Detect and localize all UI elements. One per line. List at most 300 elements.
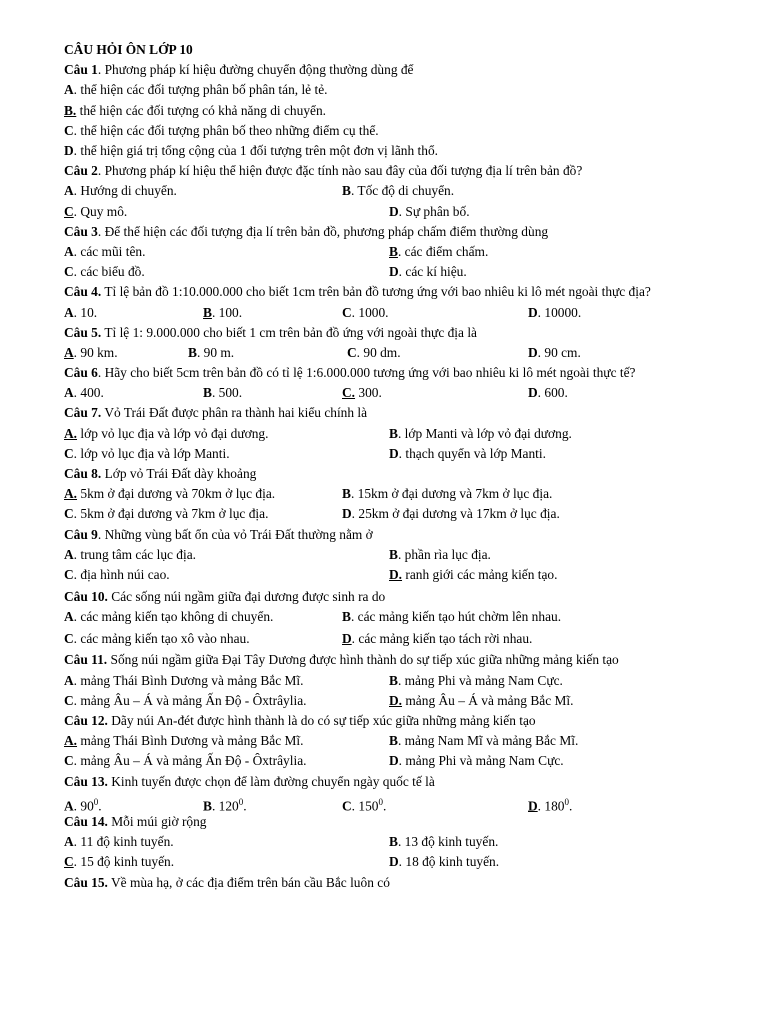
- answer-option[interactable]: [389, 565, 557, 585]
- question-text: Tỉ lệ 1: 9.000.000 cho biết 1 cm trên bản đồ ứng với ngoài thực địa là: [104, 324, 477, 340]
- answer-row: [64, 444, 709, 464]
- question-text: Tỉ lệ bản đồ 1:10.000.000 cho biết 1cm trên bản đồ tương ứng với bao nhiêu ki lô mét ngoài thực địa?: [104, 284, 651, 300]
- question-stem: [64, 222, 709, 242]
- answer-option[interactable]: [528, 383, 568, 403]
- option-letter: B: [342, 486, 351, 502]
- answer-option[interactable]: [342, 607, 561, 627]
- page-title: CÂU HỎI ÔN LỚP 10: [64, 42, 193, 57]
- answer-option[interactable]: [389, 262, 467, 282]
- option-separator: .: [398, 203, 406, 219]
- option-separator: .: [351, 798, 359, 814]
- question-text: Phương pháp kí hiệu thể hiện được đặc tính nào sau đây của đối tượng địa lí trên bản đồ?: [104, 163, 583, 179]
- question-stem: [64, 161, 709, 181]
- option-letter: B: [203, 385, 212, 401]
- answer-option[interactable]: [64, 121, 379, 141]
- option-letter: D: [389, 203, 399, 219]
- answer-row: [64, 343, 709, 363]
- question-stem: [64, 525, 709, 545]
- option-separator: .: [397, 672, 405, 688]
- option-letter: B: [389, 243, 398, 259]
- option-letter: B.: [64, 102, 77, 118]
- option-separator: .: [73, 142, 81, 158]
- option-text: mảng Thái Bình Dương và mảng Bắc Mĩ.: [80, 733, 304, 749]
- option-text: các mũi tên.: [80, 243, 146, 259]
- question-number: Câu 6: [64, 365, 98, 381]
- option-text: ranh giới các mảng kiến tạo.: [405, 567, 558, 583]
- option-separator: .: [73, 445, 81, 461]
- option-separator: .: [397, 733, 405, 749]
- option-separator: .: [350, 609, 358, 625]
- option-letter: C: [64, 753, 74, 769]
- option-text: 90: [80, 798, 94, 814]
- option-text: 25km ở đại dương và 17km ở lục địa.: [358, 506, 560, 522]
- option-text: 15km ở đại dương và 7km ở lục địa.: [357, 486, 553, 502]
- answer-option[interactable]: [64, 202, 127, 222]
- answer-row: [64, 424, 709, 444]
- option-text: 90 m.: [203, 344, 235, 360]
- option-letter: D: [389, 753, 399, 769]
- question-number: Câu 3: [64, 223, 98, 239]
- option-text: các mảng kiến tạo không di chuyển.: [80, 609, 274, 625]
- option-letter: C: [64, 506, 74, 522]
- option-text: 11 độ kinh tuyến.: [80, 834, 174, 850]
- option-text: các biểu đồ.: [80, 264, 145, 280]
- answer-option[interactable]: [389, 424, 572, 444]
- answer-option[interactable]: [389, 242, 488, 262]
- answer-option[interactable]: [342, 629, 532, 649]
- answer-option[interactable]: [64, 101, 326, 121]
- answer-option[interactable]: [342, 303, 389, 323]
- question-number: Câu 12.: [64, 713, 108, 728]
- option-text: 100.: [218, 304, 243, 320]
- question-number: Câu 9: [64, 526, 98, 542]
- option-text: 5km ở đại dương và 7km ở lục địa.: [80, 506, 269, 522]
- answer-option[interactable]: [64, 444, 230, 464]
- question-text: Để thể hiện các đối tượng địa lí trên bản đồ, phương pháp chấm điểm thường dùng: [104, 223, 549, 239]
- option-text: mảng Âu – Á và mảng Ấn Độ - Ôxtrâylia.: [80, 753, 307, 769]
- question-stem: [64, 60, 709, 80]
- question-stem: [64, 323, 709, 343]
- answer-row: [64, 607, 709, 629]
- option-separator: .: [73, 122, 81, 138]
- question-number: Câu 14.: [64, 813, 108, 829]
- answer-option[interactable]: [528, 343, 581, 363]
- answer-row: [64, 181, 709, 201]
- option-separator: .: [397, 425, 405, 441]
- option-text: phần rìa lục địa.: [404, 546, 491, 562]
- answer-row: [64, 731, 709, 751]
- answer-option[interactable]: [64, 565, 170, 585]
- option-letter: A: [64, 798, 74, 814]
- question-stem: [64, 403, 709, 423]
- option-separator: .: [211, 304, 219, 320]
- option-text: 10.: [80, 304, 98, 320]
- option-letter: C: [64, 264, 74, 280]
- option-separator: .: [537, 798, 545, 814]
- answer-option[interactable]: [389, 852, 499, 872]
- answer-option[interactable]: [389, 545, 491, 565]
- answer-option[interactable]: [64, 141, 438, 161]
- option-separator: .: [73, 183, 81, 199]
- answer-option[interactable]: [64, 484, 275, 504]
- answer-option[interactable]: [389, 691, 574, 711]
- option-text: lớp Manti và lớp vỏ đại dương.: [404, 425, 572, 441]
- degree-superscript: 0: [238, 796, 244, 807]
- answer-row: [64, 242, 709, 262]
- question-text: Dãy núi An-đét được hình thành là do có sự tiếp xúc giữa những mảng kiến tạo: [111, 713, 536, 728]
- option-separator: .: [350, 486, 358, 502]
- option-letter: C: [64, 854, 74, 870]
- question-number: Câu 11.: [64, 652, 108, 668]
- answer-row: [64, 852, 709, 872]
- answer-row: [64, 303, 709, 323]
- option-text: các điểm chấm.: [404, 243, 489, 259]
- option-text: 90 km.: [80, 344, 118, 360]
- answer-row: [64, 121, 709, 141]
- option-separator: .: [73, 798, 81, 814]
- answer-option[interactable]: [64, 424, 268, 444]
- answer-row: [64, 629, 709, 651]
- option-separator: .: [73, 609, 81, 625]
- answer-option[interactable]: [203, 383, 242, 403]
- question-separator: .: [97, 526, 105, 542]
- option-separator: .: [350, 183, 358, 199]
- option-letter: A.: [64, 486, 78, 502]
- option-separator: .: [398, 854, 406, 870]
- option-letter: B: [389, 425, 398, 441]
- answer-option[interactable]: [64, 852, 174, 872]
- answer-option[interactable]: [389, 751, 564, 771]
- option-text: Hướng di chuyển.: [80, 183, 177, 199]
- option-text: Quy mô.: [80, 203, 128, 219]
- option-separator: .: [73, 672, 81, 688]
- option-separator: .: [356, 344, 364, 360]
- option-text: các mảng kiến tạo tách rời nhau.: [358, 630, 533, 646]
- option-letter: C: [64, 630, 74, 646]
- option-letter: B: [389, 672, 398, 688]
- answer-option[interactable]: [389, 731, 578, 751]
- option-text: thể hiện các đối tượng phân bố phân tán, lẻ tẻ.: [80, 82, 328, 98]
- option-letter: A: [64, 183, 74, 199]
- option-letter: B: [389, 546, 398, 562]
- answer-option[interactable]: [342, 504, 560, 524]
- option-separator: .: [398, 264, 406, 280]
- option-text: 300.: [358, 385, 382, 401]
- option-separator: .: [211, 798, 219, 814]
- option-text: các mảng kiến tạo hút chờm lên nhau.: [357, 609, 562, 625]
- option-separator: .: [397, 243, 405, 259]
- option-separator: .: [211, 385, 219, 401]
- option-text: mảng Thái Bình Dương và mảng Bắc Mĩ.: [80, 672, 304, 688]
- question-stem: [64, 772, 709, 792]
- question-stem: [64, 711, 709, 731]
- option-tail: .: [98, 798, 102, 814]
- option-letter: C: [342, 798, 352, 814]
- option-separator: .: [537, 304, 545, 320]
- answer-row: [64, 691, 709, 711]
- answer-option[interactable]: [528, 792, 572, 817]
- option-text: 90 cm.: [544, 344, 581, 360]
- option-text: các kí hiệu.: [405, 264, 467, 280]
- answer-row: [64, 751, 709, 771]
- degree-superscript: 0: [564, 796, 569, 807]
- option-letter: A: [64, 385, 74, 401]
- answer-option[interactable]: [342, 484, 552, 504]
- option-text: mảng Phi và mảng Nam Cực.: [404, 672, 563, 688]
- option-text: mảng Phi và mảng Nam Cực.: [405, 753, 564, 769]
- option-text: 400.: [80, 385, 104, 401]
- answer-option[interactable]: [203, 792, 247, 817]
- answer-option[interactable]: [389, 202, 470, 222]
- question-number: Câu 15.: [64, 874, 108, 890]
- option-text: các mảng kiến tạo xô vào nhau.: [80, 630, 250, 646]
- option-text: 600.: [544, 385, 568, 401]
- option-text: thể hiện các đối tượng phân bố theo những điểm cụ thể.: [80, 122, 379, 138]
- option-letter: D: [342, 630, 352, 646]
- question-stem: [64, 587, 709, 607]
- answer-row: [64, 545, 709, 565]
- question-stem: [64, 812, 709, 832]
- answer-option[interactable]: [64, 242, 145, 262]
- answer-row: [64, 101, 709, 121]
- option-separator: .: [397, 546, 405, 562]
- answer-row: [64, 262, 709, 282]
- option-text: lớp vỏ lục địa và lớp Manti.: [80, 445, 230, 461]
- option-letter: C: [64, 203, 74, 219]
- option-text: 5km ở đại dương và 70km ở lục địa.: [80, 486, 276, 502]
- answer-option[interactable]: [64, 751, 306, 771]
- option-separator: .: [398, 445, 406, 461]
- option-letter: D: [389, 854, 399, 870]
- option-letter: A: [64, 546, 74, 562]
- question-text: Sống núi ngầm giữa Đại Tây Dương được hình thành do sự tiếp xúc giữa những mảng kiến tạo: [110, 652, 619, 668]
- option-letter: A: [64, 304, 74, 320]
- degree-superscript: 0: [93, 796, 99, 807]
- degree-superscript: 0: [378, 796, 383, 807]
- option-letter: D.: [389, 567, 403, 583]
- option-letter: D: [528, 304, 538, 320]
- option-letter: D.: [389, 692, 403, 708]
- option-letter: C.: [342, 385, 356, 401]
- question-stem: [64, 363, 709, 383]
- option-letter: C: [64, 445, 74, 461]
- option-separator: .: [196, 344, 204, 360]
- option-text: 180: [544, 798, 565, 814]
- question-text: Hãy cho biết 5cm trên bản đồ có tỉ lệ 1:6.000.000 tương ứng với bao nhiêu ki lô mét ngoài thực tế?: [104, 365, 636, 381]
- option-text: 10000.: [544, 304, 582, 320]
- option-separator: .: [73, 344, 81, 360]
- option-letter: B: [389, 733, 398, 749]
- answer-row: [64, 565, 709, 585]
- option-text: thể hiện giá trị tổng cộng của 1 đối tượng trên một đơn vị lãnh thổ.: [80, 142, 438, 158]
- option-separator: .: [398, 753, 406, 769]
- option-text: 1000.: [358, 304, 389, 320]
- answer-option[interactable]: [389, 832, 498, 852]
- answer-option[interactable]: [64, 731, 304, 751]
- question-separator: .: [97, 62, 105, 78]
- option-letter: D: [528, 385, 538, 401]
- option-separator: .: [73, 854, 81, 870]
- option-separator: .: [73, 753, 81, 769]
- answer-row: [64, 202, 709, 222]
- answer-option[interactable]: [64, 691, 306, 711]
- option-letter: D: [528, 798, 538, 814]
- answer-option[interactable]: [528, 303, 581, 323]
- option-letter: D: [528, 344, 538, 360]
- option-text: 13 độ kinh tuyến.: [404, 834, 499, 850]
- answer-option[interactable]: [389, 671, 563, 691]
- option-text: 120: [218, 798, 239, 814]
- answer-row: [64, 484, 709, 504]
- answer-row: [64, 832, 709, 852]
- answer-option[interactable]: [64, 792, 102, 817]
- option-letter: A: [64, 834, 74, 850]
- answer-option[interactable]: [64, 262, 145, 282]
- option-letter: A: [64, 672, 74, 688]
- question-number: Câu 7.: [64, 405, 102, 421]
- option-text: lớp vỏ lục địa và lớp vỏ đại dương.: [80, 425, 269, 441]
- answer-option[interactable]: [203, 303, 242, 323]
- question-number: Câu 1: [64, 62, 98, 78]
- option-text: mảng Nam Mĩ và mảng Bắc Mĩ.: [404, 733, 579, 749]
- option-tail: .: [243, 798, 247, 814]
- option-letter: C: [64, 567, 74, 583]
- question-separator: .: [97, 365, 105, 381]
- option-tail: .: [382, 798, 387, 814]
- question-separator: .: [97, 163, 105, 179]
- option-letter: A.: [64, 425, 78, 441]
- option-text: 90 dm.: [363, 344, 401, 360]
- answer-option[interactable]: [342, 792, 386, 817]
- question-text: Kinh tuyến được chọn để làm đường chuyển ngày quốc tế là: [111, 773, 435, 789]
- option-text: địa hình núi cao.: [80, 567, 170, 583]
- answer-row: [64, 671, 709, 691]
- option-separator: .: [73, 385, 81, 401]
- answer-option[interactable]: [342, 383, 382, 403]
- option-separator: .: [73, 82, 81, 98]
- option-letter: B: [342, 609, 351, 625]
- option-separator: .: [537, 344, 545, 360]
- answer-option[interactable]: [64, 303, 97, 323]
- option-text: 500.: [218, 385, 243, 401]
- option-separator: .: [537, 385, 545, 401]
- answer-option[interactable]: [188, 343, 234, 363]
- option-tail: .: [568, 798, 573, 814]
- option-text: 18 độ kinh tuyến.: [405, 854, 500, 870]
- answer-row: [64, 792, 709, 812]
- option-letter: D: [64, 142, 74, 158]
- answer-row: [64, 504, 709, 524]
- question-number: Câu 10.: [64, 589, 108, 605]
- answer-option[interactable]: [64, 671, 303, 691]
- answer-option[interactable]: [342, 181, 454, 201]
- answer-option[interactable]: [64, 80, 328, 100]
- answer-option[interactable]: [64, 504, 268, 524]
- option-text: Tốc độ di chuyển.: [357, 183, 455, 199]
- option-separator: .: [351, 630, 359, 646]
- answer-option[interactable]: [64, 181, 177, 201]
- option-separator: .: [73, 203, 81, 219]
- question-stem: [64, 873, 709, 893]
- option-separator: .: [73, 264, 81, 280]
- option-letter: A: [64, 609, 74, 625]
- option-letter: C: [64, 122, 74, 138]
- option-letter: C: [64, 692, 74, 708]
- answer-option[interactable]: [64, 545, 196, 565]
- question-stem: [64, 464, 709, 484]
- option-letter: A: [64, 344, 74, 360]
- answer-option[interactable]: [64, 832, 174, 852]
- option-letter: B: [203, 798, 212, 814]
- option-letter: B: [188, 344, 197, 360]
- question-separator: .: [97, 223, 105, 239]
- option-separator: .: [351, 304, 359, 320]
- option-separator: .: [73, 506, 81, 522]
- question-number: Câu 5.: [64, 324, 102, 340]
- option-letter: D: [342, 506, 352, 522]
- question-text: Mỗi múi giờ rộng: [111, 813, 207, 829]
- answer-option[interactable]: [64, 607, 273, 627]
- option-letter: D: [389, 264, 399, 280]
- question-text: Phương pháp kí hiệu đường chuyển động thường dùng để: [104, 62, 414, 78]
- answer-row: [64, 141, 709, 161]
- question-text: Những vùng bất ổn của vỏ Trái Đất thường nằm ở: [104, 526, 373, 542]
- option-letter: A: [64, 243, 74, 259]
- question-text: Lớp vỏ Trái Đất dày khoảng: [104, 466, 257, 482]
- answer-row: [64, 80, 709, 100]
- question-number: Câu 4.: [64, 284, 102, 300]
- question-stem: [64, 282, 709, 302]
- option-separator: .: [73, 546, 81, 562]
- option-text: mảng Âu – Á và mảng Bắc Mĩ.: [405, 692, 574, 708]
- answer-option[interactable]: [347, 343, 401, 363]
- option-letter: A.: [64, 733, 78, 749]
- option-letter: B: [389, 834, 398, 850]
- answer-row: [64, 383, 709, 403]
- answer-option[interactable]: [64, 383, 104, 403]
- option-separator: .: [73, 692, 81, 708]
- option-letter: B: [342, 183, 351, 199]
- option-text: thạch quyển và lớp Manti.: [405, 445, 546, 461]
- answer-option[interactable]: [389, 444, 546, 464]
- option-separator: .: [73, 567, 81, 583]
- question-number: Câu 13.: [64, 773, 108, 789]
- option-text: Sự phân bố.: [405, 203, 470, 219]
- question-text: Vỏ Trái Đất được phân ra thành hai kiểu chính là: [104, 405, 368, 421]
- option-separator: .: [73, 834, 81, 850]
- option-separator: .: [351, 506, 359, 522]
- option-text: trung tâm các lục địa.: [80, 546, 197, 562]
- option-text: 150: [358, 798, 379, 814]
- option-separator: .: [73, 630, 81, 646]
- question-number: Câu 8.: [64, 466, 102, 482]
- option-text: 15 độ kinh tuyến.: [80, 854, 175, 870]
- option-letter: C: [342, 304, 352, 320]
- option-separator: .: [73, 243, 81, 259]
- option-separator: .: [73, 304, 81, 320]
- option-letter: B: [203, 304, 212, 320]
- answer-option[interactable]: [64, 343, 118, 363]
- answer-option[interactable]: [64, 629, 250, 649]
- option-text: mảng Âu – Á và mảng Ấn Độ - Ôxtrâylia.: [80, 692, 307, 708]
- option-letter: C: [347, 344, 357, 360]
- option-text: thể hiện các đối tượng có khả năng di chuyển.: [79, 102, 327, 118]
- question-text: Về mùa hạ, ở các địa điểm trên bán cầu Bắc luôn có: [111, 874, 390, 890]
- question-text: Các sống núi ngầm giữa đại dương được sinh ra do: [111, 589, 386, 605]
- question-number: Câu 2: [64, 163, 98, 179]
- option-letter: D: [389, 445, 399, 461]
- question-list: [64, 40, 709, 893]
